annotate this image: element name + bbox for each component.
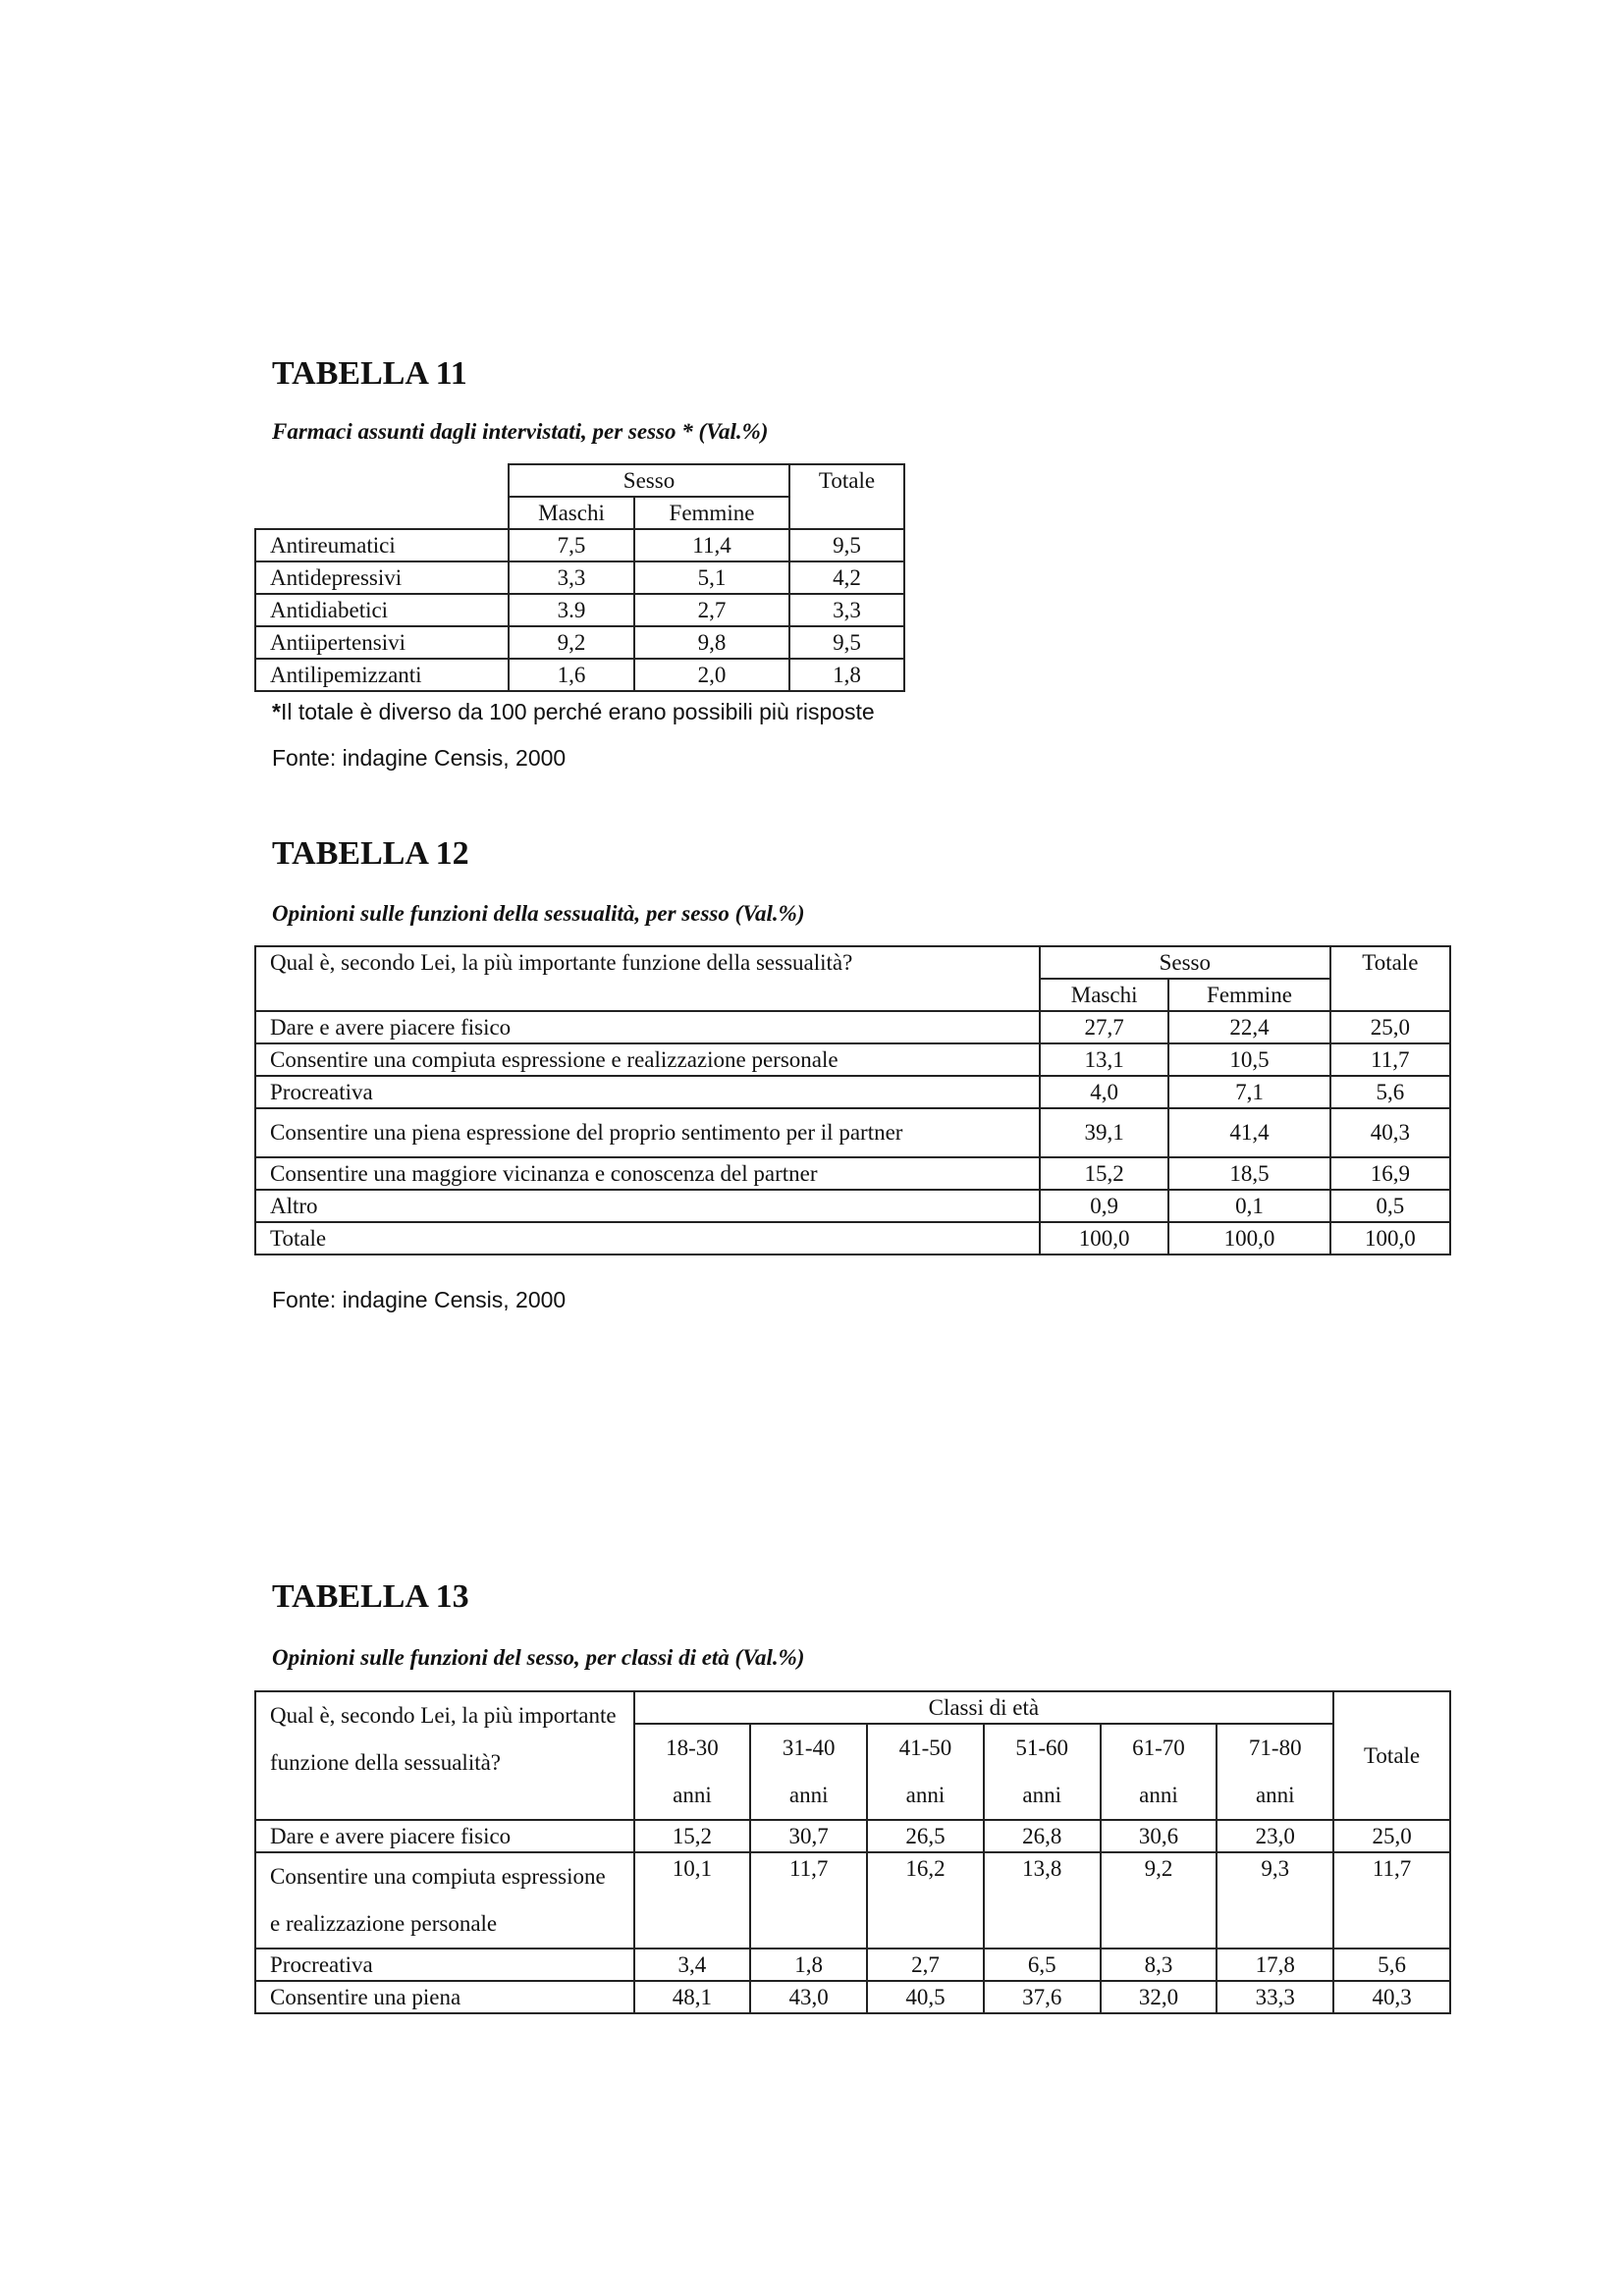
table-row xyxy=(255,1820,1450,1852)
header-maschi: Maschi xyxy=(1040,979,1168,1011)
age-unit: anni xyxy=(1022,1783,1062,1807)
cell-age: 30,7 xyxy=(750,1820,867,1852)
header-blank-cell xyxy=(255,464,509,529)
cell-femmine: 22,4 xyxy=(1168,1011,1329,1043)
row-label: Consentire una piena espressione del proprio sentimento per il partner xyxy=(255,1108,1040,1157)
cell-age: 26,5 xyxy=(867,1820,984,1852)
cell-age: 13,8 xyxy=(984,1852,1101,1949)
table-row xyxy=(255,1949,1450,1981)
header-totale: Totale xyxy=(789,464,904,529)
cell-age: 6,5 xyxy=(984,1949,1101,1981)
header-femmine: Femmine xyxy=(634,497,789,529)
table-13-title: TABELLA 13 xyxy=(272,1578,469,1615)
row-label: Consentire una compiuta espressione e realizzazione personale xyxy=(255,1043,1040,1076)
table-row xyxy=(255,659,904,691)
table-13-subtitle: Opinioni sulle funzioni del sesso, per classi di età (Val.%) xyxy=(272,1645,805,1670)
table-row xyxy=(255,626,904,659)
row-label: Altro xyxy=(255,1190,1040,1222)
cell-totale: 25,0 xyxy=(1333,1820,1450,1852)
cell-totale: 40,3 xyxy=(1330,1108,1450,1157)
cell-age: 15,2 xyxy=(634,1820,751,1852)
cell-femmine: 18,5 xyxy=(1168,1157,1329,1190)
cell-age: 1,8 xyxy=(750,1949,867,1981)
table-row xyxy=(255,1190,1450,1222)
row-label: Consentire una maggiore vicinanza e conoscenza del partner xyxy=(255,1157,1040,1190)
age-range: 31-40 xyxy=(782,1735,836,1760)
cell-maschi: 100,0 xyxy=(1040,1222,1168,1255)
header-age-51-60 xyxy=(984,1724,1101,1820)
row-label: Totale xyxy=(255,1222,1040,1255)
question-header: Qual è, secondo Lei, la più importante funzione della sessualità? xyxy=(255,1691,634,1820)
cell-age: 43,0 xyxy=(750,1981,867,2013)
table-11-source: Fonte: indagine Censis, 2000 xyxy=(272,745,567,771)
table-row xyxy=(255,561,904,594)
table-row xyxy=(255,1011,1450,1043)
cell-age: 30,6 xyxy=(1101,1820,1217,1852)
cell-maschi: 39,1 xyxy=(1040,1108,1168,1157)
table-11-footnote xyxy=(272,699,875,725)
cell-maschi: 13,1 xyxy=(1040,1043,1168,1076)
header-maschi: Maschi xyxy=(509,497,634,529)
age-unit: anni xyxy=(673,1783,712,1807)
header-totale: Totale xyxy=(1330,946,1450,1011)
cell-totale: 3,3 xyxy=(789,594,904,626)
footnote-text: Il totale è diverso da 100 perché erano possibili più risposte xyxy=(280,699,875,724)
cell-totale: 16,9 xyxy=(1330,1157,1450,1190)
cell-age: 9,2 xyxy=(1101,1852,1217,1949)
cell-age: 33,3 xyxy=(1217,1981,1333,2013)
table-header-row xyxy=(255,1691,1450,1724)
cell-femmine: 11,4 xyxy=(634,529,789,561)
row-label: Antidiabetici xyxy=(255,594,509,626)
cell-maschi: 15,2 xyxy=(1040,1157,1168,1190)
age-range: 18-30 xyxy=(666,1735,719,1760)
table-row xyxy=(255,529,904,561)
row-label: Antidepressivi xyxy=(255,561,509,594)
table-11 xyxy=(254,463,905,692)
header-age-18-30 xyxy=(634,1724,751,1820)
cell-age: 37,6 xyxy=(984,1981,1101,2013)
table-12-title: TABELLA 12 xyxy=(272,835,469,872)
table-row xyxy=(255,1043,1450,1076)
table-row xyxy=(255,1157,1450,1190)
cell-maschi: 3,3 xyxy=(509,561,634,594)
age-unit: anni xyxy=(1139,1783,1178,1807)
table-12-source: Fonte: indagine Censis, 2000 xyxy=(272,1287,567,1312)
header-age-41-50 xyxy=(867,1724,984,1820)
question-header: Qual è, secondo Lei, la più importante funzione della sessualità? xyxy=(255,946,1040,1011)
cell-age: 3,4 xyxy=(634,1949,751,1981)
table-total-row xyxy=(255,1222,1450,1255)
cell-femmine: 100,0 xyxy=(1168,1222,1329,1255)
age-range: 51-60 xyxy=(1015,1735,1069,1760)
cell-totale: 25,0 xyxy=(1330,1011,1450,1043)
cell-femmine: 5,1 xyxy=(634,561,789,594)
row-label: Procreativa xyxy=(255,1076,1040,1108)
row-label: Consentire una compiuta espressione e realizzazione personale xyxy=(255,1852,634,1949)
row-label: Antilipemizzanti xyxy=(255,659,509,691)
cell-age: 17,8 xyxy=(1217,1949,1333,1981)
age-unit: anni xyxy=(905,1783,946,1807)
cell-totale: 1,8 xyxy=(789,659,904,691)
cell-totale: 100,0 xyxy=(1330,1222,1450,1255)
cell-maschi: 3.9 xyxy=(509,594,634,626)
cell-age: 40,5 xyxy=(867,1981,984,2013)
cell-totale: 4,2 xyxy=(789,561,904,594)
cell-age: 32,0 xyxy=(1101,1981,1217,2013)
header-femmine: Femmine xyxy=(1168,979,1329,1011)
row-label: Consentire una piena xyxy=(255,1981,634,2013)
header-classi-eta: Classi di età xyxy=(634,1691,1334,1724)
cell-femmine: 41,4 xyxy=(1168,1108,1329,1157)
cell-age: 10,1 xyxy=(634,1852,751,1949)
table-row xyxy=(255,1108,1450,1157)
cell-femmine: 9,8 xyxy=(634,626,789,659)
row-label: Dare e avere piacere fisico xyxy=(255,1820,634,1852)
age-range: 61-70 xyxy=(1132,1735,1185,1760)
header-age-31-40 xyxy=(750,1724,867,1820)
header-age-71-80 xyxy=(1217,1724,1333,1820)
table-row xyxy=(255,1852,1450,1949)
table-12 xyxy=(254,945,1451,1255)
cell-totale: 9,5 xyxy=(789,529,904,561)
table-11-title: TABELLA 11 xyxy=(272,355,467,392)
header-age-61-70 xyxy=(1101,1724,1217,1820)
table-row xyxy=(255,1076,1450,1108)
age-unit: anni xyxy=(1255,1783,1295,1807)
table-12-subtitle: Opinioni sulle funzioni della sessualità, per sesso (Val.%) xyxy=(272,901,805,926)
cell-totale: 40,3 xyxy=(1333,1981,1450,2013)
cell-age: 2,7 xyxy=(867,1949,984,1981)
cell-age: 48,1 xyxy=(634,1981,751,2013)
cell-age: 9,3 xyxy=(1217,1852,1333,1949)
cell-totale: 5,6 xyxy=(1330,1076,1450,1108)
cell-totale: 5,6 xyxy=(1333,1949,1450,1981)
cell-femmine: 2,7 xyxy=(634,594,789,626)
table-row xyxy=(255,1981,1450,2013)
cell-femmine: 10,5 xyxy=(1168,1043,1329,1076)
cell-maschi: 0,9 xyxy=(1040,1190,1168,1222)
cell-maschi: 27,7 xyxy=(1040,1011,1168,1043)
header-sesso: Sesso xyxy=(509,464,789,497)
cell-age: 11,7 xyxy=(750,1852,867,1949)
header-sesso: Sesso xyxy=(1040,946,1330,979)
cell-age: 23,0 xyxy=(1217,1820,1333,1852)
age-range: 71-80 xyxy=(1248,1735,1302,1760)
cell-totale: 0,5 xyxy=(1330,1190,1450,1222)
cell-age: 16,2 xyxy=(867,1852,984,1949)
row-label: Antireumatici xyxy=(255,529,509,561)
table-11-subtitle: Farmaci assunti dagli intervistati, per sesso * (Val.%) xyxy=(272,419,769,444)
footnote-star: * xyxy=(272,699,281,724)
cell-maschi: 1,6 xyxy=(509,659,634,691)
table-13 xyxy=(254,1690,1451,2014)
row-label: Dare e avere piacere fisico xyxy=(255,1011,1040,1043)
table-row xyxy=(255,594,904,626)
table-header-row xyxy=(255,946,1450,979)
cell-maschi: 9,2 xyxy=(509,626,634,659)
table-header-row xyxy=(255,464,904,497)
cell-femmine: 7,1 xyxy=(1168,1076,1329,1108)
age-unit: anni xyxy=(788,1783,829,1807)
cell-maschi: 4,0 xyxy=(1040,1076,1168,1108)
header-totale: Totale xyxy=(1333,1691,1450,1820)
cell-maschi: 7,5 xyxy=(509,529,634,561)
cell-totale: 11,7 xyxy=(1333,1852,1450,1949)
cell-femmine: 2,0 xyxy=(634,659,789,691)
row-label: Antiipertensivi xyxy=(255,626,509,659)
row-label: Procreativa xyxy=(255,1949,634,1981)
cell-age: 26,8 xyxy=(984,1820,1101,1852)
age-range: 41-50 xyxy=(898,1735,952,1760)
cell-age: 8,3 xyxy=(1101,1949,1217,1981)
cell-totale: 11,7 xyxy=(1330,1043,1450,1076)
cell-femmine: 0,1 xyxy=(1168,1190,1329,1222)
cell-totale: 9,5 xyxy=(789,626,904,659)
